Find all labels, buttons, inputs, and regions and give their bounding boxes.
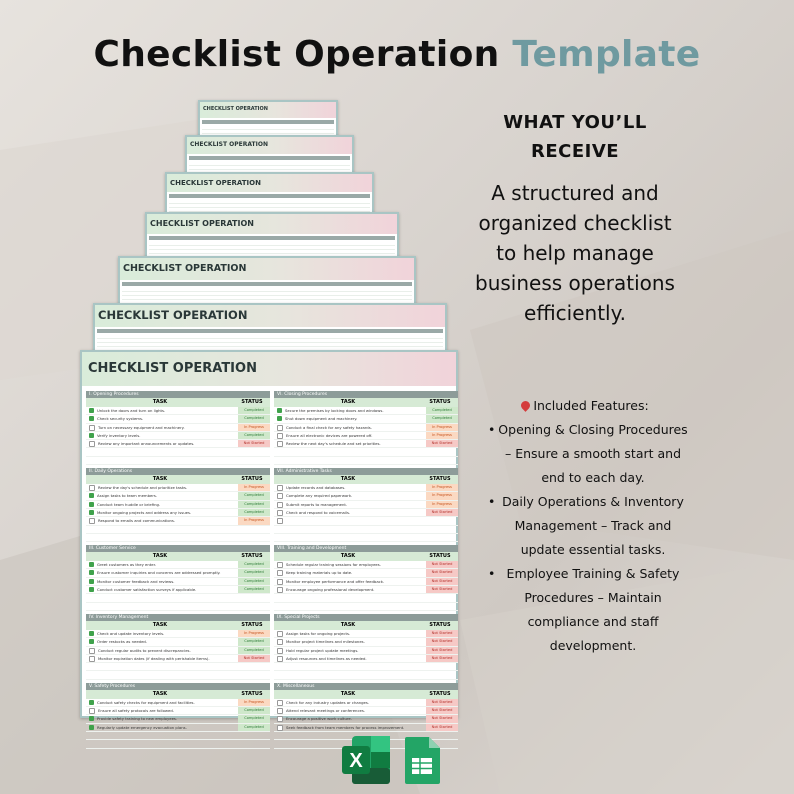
task-text: Ensure all safety protocols are followed.	[98, 708, 174, 714]
back-sheet-header: CHECKLIST OPERATION	[147, 214, 397, 234]
section-title: III. Customer Service	[86, 545, 270, 552]
status-column-header: STATUS	[241, 690, 263, 697]
checklist-sheet	[80, 350, 458, 730]
status-badge[interactable]: Not Started	[426, 707, 458, 714]
task-checkbox[interactable]	[89, 708, 95, 714]
task-column-header: TASK	[340, 399, 356, 405]
task-checkbox[interactable]	[277, 700, 283, 706]
table-row	[86, 561, 270, 569]
task-checkbox[interactable]	[89, 570, 94, 575]
task-text: Turn on necessary equipment and machinery.	[98, 424, 185, 430]
table-header	[274, 398, 458, 407]
table-row	[86, 501, 270, 509]
features-heading-row	[482, 394, 688, 418]
table-row	[86, 432, 270, 440]
status-column-header: STATUS	[241, 399, 263, 405]
empty-row	[274, 594, 458, 602]
back-sheet-header: CHECKLIST OPERATION	[167, 174, 372, 192]
table-row	[86, 655, 270, 663]
task-checkbox[interactable]	[89, 700, 94, 705]
svg-text:X: X	[349, 750, 363, 772]
feature-text: Daily Operations & Inventory Management – Track and update essential tasks.	[502, 494, 684, 557]
task-checkbox[interactable]	[89, 716, 94, 721]
bullet-icon: •	[488, 566, 496, 581]
empty-row	[274, 526, 458, 534]
task-text: Secure the premises by locking doors and windows.	[285, 408, 384, 413]
empty-row	[86, 671, 270, 679]
table-row	[86, 440, 270, 448]
task-checkbox[interactable]	[89, 639, 94, 644]
status-badge[interactable]: Completed	[238, 407, 270, 414]
task-checkbox[interactable]	[277, 639, 283, 645]
table-row	[86, 484, 270, 492]
feature-text: Employee Training & Safety Procedures – Maintain compliance and staff development.	[506, 566, 680, 653]
receive-description: A structured and organized checklist to help manage business operations efficiently.	[475, 181, 675, 325]
task-text	[286, 517, 426, 524]
status-badge[interactable]: Not Started	[238, 655, 270, 662]
task-text: Review the day's schedule and prioritize tasks.	[98, 485, 188, 491]
table-row	[86, 424, 270, 432]
task-checkbox[interactable]	[277, 587, 283, 593]
task-text: Conduct safety checks for equipment and facilities.	[97, 699, 195, 705]
task-text: Complete any required paperwork.	[286, 493, 353, 499]
table-row	[274, 707, 458, 715]
task-checkbox[interactable]	[277, 408, 282, 413]
status-badge[interactable]: Not Started	[426, 715, 458, 722]
task-text: Adjust resources and timelines as needed.	[286, 655, 367, 661]
back-sheet-header: CHECKLIST OPERATION	[200, 102, 336, 118]
feature-text: Opening & Closing Procedures – Ensure a smooth start and end to each day.	[498, 422, 688, 485]
table-row	[274, 517, 458, 525]
status-column-header: STATUS	[429, 621, 451, 628]
status-column-header: STATUS	[429, 690, 451, 697]
table-header	[86, 398, 270, 407]
task-text: Seek feedback from team members for process improvement.	[286, 724, 405, 730]
back-sheet-section-bar	[97, 329, 443, 333]
task-column-header: TASK	[340, 690, 356, 697]
task-text: Provide safety training to new employees.	[97, 716, 178, 722]
status-column-header: STATUS	[429, 553, 451, 560]
empty-row	[274, 448, 458, 456]
task-text: Order restocks as needed.	[97, 639, 148, 645]
task-checkbox[interactable]	[277, 416, 282, 421]
status-column-header: STATUS	[429, 399, 451, 405]
table-row	[86, 715, 270, 723]
task-text: Conduct a final check for any safety hazards.	[286, 424, 372, 430]
task-checkbox[interactable]	[89, 631, 94, 636]
task-text: Submit reports to management.	[286, 501, 348, 507]
task-text: Ensure customer inquiries and concerns are addressed promptly.	[97, 570, 221, 576]
task-text: Respond to emails and communications.	[98, 518, 176, 524]
status-badge[interactable]: Completed	[238, 432, 270, 439]
empty-row	[86, 526, 270, 534]
task-checkbox[interactable]	[89, 725, 94, 730]
features-list	[488, 394, 688, 658]
back-sheet-section-bar	[169, 194, 370, 198]
empty-row	[274, 671, 458, 679]
task-column-header: TASK	[152, 399, 168, 405]
table-row	[274, 561, 458, 569]
task-text: Assign tasks for ongoing projects.	[286, 630, 351, 636]
task-checkbox[interactable]	[89, 502, 94, 507]
table-row	[274, 578, 458, 586]
status-badge[interactable]: In Progress	[426, 424, 458, 431]
task-text: Monitor project timelines and milestones.	[286, 639, 365, 645]
table-row	[86, 492, 270, 500]
status-badge[interactable]: Completed	[238, 415, 270, 422]
task-checkbox[interactable]	[277, 433, 283, 439]
status-badge[interactable]: In Progress	[238, 424, 270, 431]
task-column-header: TASK	[152, 621, 168, 628]
table-row	[86, 578, 270, 586]
status-badge[interactable]: Not Started	[426, 655, 458, 662]
table-header	[274, 552, 458, 561]
task-checkbox[interactable]	[277, 441, 283, 447]
task-text: Unlock the doors and turn on lights.	[97, 408, 166, 413]
status-badge[interactable]: Not Started	[426, 561, 458, 568]
section-title: I. Opening Procedures	[86, 391, 270, 398]
task-text: Conduct team huddle or briefing.	[97, 501, 161, 507]
task-checkbox[interactable]	[277, 493, 283, 499]
task-text: Schedule regular training sessions for employees.	[286, 562, 381, 568]
table-header	[274, 621, 458, 630]
task-checkbox[interactable]	[89, 562, 94, 567]
task-column-header: TASK	[340, 476, 356, 483]
status-badge[interactable]: Completed	[238, 724, 270, 731]
section-title: X. Miscellaneous	[274, 683, 458, 690]
table-header	[86, 552, 270, 561]
back-sheet-header: CHECKLIST OPERATION	[95, 305, 445, 327]
table-row	[86, 707, 270, 715]
table-row	[274, 415, 458, 423]
task-checkbox[interactable]	[89, 493, 94, 498]
table-row	[86, 630, 270, 638]
status-badge[interactable]: Completed	[238, 586, 270, 593]
back-sheet-section-bar	[189, 156, 350, 160]
status-badge[interactable]: Completed	[238, 578, 270, 585]
back-sheet-rows	[149, 242, 395, 256]
table-row	[274, 647, 458, 655]
task-checkbox[interactable]	[89, 433, 94, 438]
task-text: Regularly update emergency evacuation plans.	[97, 724, 187, 730]
table-row	[86, 415, 270, 423]
empty-row	[86, 448, 270, 456]
empty-row	[86, 603, 270, 611]
empty-row	[86, 457, 270, 465]
table-row	[86, 586, 270, 594]
task-text: Conduct customer satisfaction surveys if applicable.	[97, 587, 197, 593]
task-text: Monitor customer feedback and reviews.	[97, 578, 175, 584]
status-badge[interactable]: Completed	[238, 492, 270, 499]
section-title: V. Safety Procedures	[86, 683, 270, 690]
status-badge[interactable]: Not Started	[426, 724, 458, 731]
table-row	[274, 724, 458, 732]
status-badge[interactable]: Not Started	[426, 647, 458, 654]
bullet-icon: •	[488, 494, 496, 509]
table-row	[274, 407, 458, 415]
sheet-right-column	[274, 388, 458, 749]
task-column-header: TASK	[152, 476, 168, 483]
task-text: Monitor employee performance and offer feedback.	[286, 578, 385, 584]
status-badge[interactable]: Completed	[238, 715, 270, 722]
status-badge[interactable]	[426, 517, 458, 524]
table-row	[274, 569, 458, 577]
task-checkbox[interactable]	[277, 579, 283, 585]
task-checkbox[interactable]	[89, 416, 94, 421]
task-text: Check for any industry updates or changes.	[286, 699, 370, 705]
status-badge[interactable]: In Progress	[426, 432, 458, 439]
task-checkbox[interactable]	[89, 579, 94, 584]
table-row	[86, 724, 270, 732]
task-text: Keep training materials up to date.	[286, 570, 353, 576]
google-sheets-icon	[402, 734, 442, 786]
back-sheet-section-bar	[122, 282, 412, 286]
task-checkbox[interactable]	[277, 502, 283, 508]
task-column-header: TASK	[152, 553, 168, 560]
status-column-header: STATUS	[241, 476, 263, 483]
feature-item	[488, 418, 688, 490]
back-sheet-rows	[122, 288, 412, 304]
task-checkbox[interactable]	[89, 648, 95, 654]
task-checkbox[interactable]	[277, 562, 283, 568]
table-row	[274, 509, 458, 517]
status-badge[interactable]: In Progress	[238, 699, 270, 706]
section-title: IX. Special Projects	[274, 614, 458, 621]
table-header	[274, 690, 458, 699]
task-text: Attend relevant meetings or conferences.	[286, 708, 366, 714]
status-badge[interactable]: Completed	[238, 638, 270, 645]
task-checkbox[interactable]	[277, 425, 283, 431]
page-title	[0, 34, 794, 75]
status-badge[interactable]: Not Started	[238, 440, 270, 447]
table-row	[274, 638, 458, 646]
task-checkbox[interactable]	[89, 510, 94, 515]
task-checkbox[interactable]	[277, 510, 283, 516]
task-text: Conduct regular audits to prevent discrepancies.	[98, 647, 191, 653]
task-text: Verify inventory levels.	[97, 432, 141, 438]
task-text: Hold regular project update meetings.	[286, 647, 359, 653]
task-text: Greet customers as they enter.	[97, 562, 157, 568]
task-checkbox[interactable]	[89, 425, 95, 431]
status-badge[interactable]: Not Started	[426, 578, 458, 585]
task-text: Review any important announcements or updates.	[98, 441, 195, 447]
status-badge[interactable]: In Progress	[426, 492, 458, 499]
task-text: Assign tasks to team members.	[97, 493, 158, 499]
empty-row	[274, 457, 458, 465]
status-badge[interactable]: In Progress	[238, 484, 270, 491]
task-checkbox[interactable]	[277, 648, 283, 654]
task-checkbox[interactable]	[89, 408, 94, 413]
status-badge[interactable]: Not Started	[426, 638, 458, 645]
task-column-header: TASK	[152, 690, 168, 697]
table-row	[274, 492, 458, 500]
task-checkbox[interactable]	[277, 656, 283, 662]
sheet-header: CHECKLIST OPERATION	[82, 352, 456, 386]
features-heading: Included Features:	[533, 398, 649, 413]
empty-row	[274, 534, 458, 542]
section-title: II. Daily Operations	[86, 468, 270, 475]
table-header	[86, 690, 270, 699]
task-checkbox[interactable]	[89, 485, 95, 491]
task-text: Monitor expiration dates (if dealing with perishable items).	[98, 655, 210, 661]
task-checkbox[interactable]	[277, 708, 283, 714]
task-checkbox[interactable]	[89, 656, 95, 662]
status-badge[interactable]: Not Started	[426, 630, 458, 637]
task-text: Monitor ongoing projects and address any issues.	[97, 509, 192, 515]
empty-row	[86, 534, 270, 542]
table-row	[274, 586, 458, 594]
section-title: VI. Closing Procedures	[274, 391, 458, 398]
empty-row	[274, 663, 458, 671]
task-checkbox[interactable]	[277, 725, 283, 731]
table-row	[86, 517, 270, 525]
task-text: Check and respond to voicemails.	[286, 509, 351, 515]
table-row	[274, 715, 458, 723]
table-row	[274, 655, 458, 663]
status-badge[interactable]: Completed	[238, 647, 270, 654]
status-badge[interactable]: Not Started	[426, 509, 458, 516]
bullet-icon: •	[488, 422, 496, 437]
feature-item	[488, 562, 688, 658]
task-text: Ensure all electronic devices are powered off.	[286, 432, 373, 438]
back-sheet-rows	[97, 335, 443, 351]
task-checkbox[interactable]	[277, 518, 283, 524]
status-column-header: STATUS	[241, 553, 263, 560]
status-badge[interactable]: In Progress	[238, 517, 270, 524]
pushpin-icon	[519, 399, 532, 412]
task-text: Encourage a positive work culture.	[286, 716, 352, 722]
table-row	[274, 432, 458, 440]
status-column-header: STATUS	[241, 621, 263, 628]
excel-icon	[340, 734, 392, 786]
back-sheet-section-bar	[149, 236, 395, 240]
status-badge[interactable]: Not Started	[426, 440, 458, 447]
feature-item	[488, 490, 688, 562]
back-sheet-header: CHECKLIST OPERATION	[187, 137, 352, 154]
status-badge[interactable]: Completed	[238, 501, 270, 508]
status-badge[interactable]: In Progress	[426, 501, 458, 508]
empty-row	[274, 603, 458, 611]
receive-heading: WHAT YOU’LL RECEIVE	[503, 112, 647, 162]
back-sheet-header: CHECKLIST OPERATION	[120, 258, 414, 280]
empty-row	[86, 594, 270, 602]
empty-row	[86, 663, 270, 671]
status-badge[interactable]: Completed	[238, 561, 270, 568]
section-title: IV. Inventory Management	[86, 614, 270, 621]
back-sheet-section-bar	[202, 120, 334, 124]
status-badge[interactable]: Completed	[238, 509, 270, 516]
task-checkbox[interactable]	[89, 518, 95, 524]
title-main: Checklist Operation	[93, 34, 500, 75]
status-badge[interactable]: Not Started	[426, 569, 458, 576]
table-header	[274, 475, 458, 484]
receive-panel	[470, 108, 680, 328]
table-row	[86, 569, 270, 577]
table-header	[86, 621, 270, 630]
sheet-left-column	[86, 388, 270, 749]
table-header	[86, 475, 270, 484]
task-checkbox[interactable]	[89, 587, 94, 592]
table-row	[86, 638, 270, 646]
task-text: Shut down equipment and machinery.	[285, 416, 358, 422]
task-text: Check security systems.	[97, 416, 144, 422]
task-text: Update records and databases.	[286, 485, 346, 491]
status-badge[interactable]: In Progress	[426, 484, 458, 491]
task-checkbox[interactable]	[277, 485, 283, 491]
status-badge[interactable]: Not Started	[426, 699, 458, 706]
empty-row	[86, 732, 270, 740]
table-row	[86, 509, 270, 517]
section-title: VIII. Training and Development	[274, 545, 458, 552]
empty-row	[86, 740, 270, 748]
table-row	[86, 699, 270, 707]
status-badge[interactable]: Completed	[426, 407, 458, 414]
status-badge[interactable]: Completed	[238, 569, 270, 576]
task-text: Review the next day's schedule and set priorities.	[286, 441, 381, 447]
status-badge[interactable]: In Progress	[238, 630, 270, 637]
status-badge[interactable]: Completed	[238, 707, 270, 714]
table-row	[274, 699, 458, 707]
table-row	[274, 501, 458, 509]
status-badge[interactable]: Not Started	[426, 586, 458, 593]
table-row	[274, 440, 458, 448]
table-row	[86, 647, 270, 655]
task-checkbox[interactable]	[277, 631, 283, 637]
task-checkbox[interactable]	[277, 570, 283, 576]
task-text: Encourage ongoing professional development.	[286, 587, 375, 593]
task-column-header: TASK	[340, 553, 356, 560]
section-title: VII. Administrative Tasks	[274, 468, 458, 475]
status-column-header: STATUS	[429, 476, 451, 483]
task-checkbox[interactable]	[89, 441, 95, 447]
table-row	[86, 407, 270, 415]
task-checkbox[interactable]	[277, 716, 283, 722]
status-badge[interactable]: Completed	[426, 415, 458, 422]
task-column-header: TASK	[340, 621, 356, 628]
table-row	[274, 484, 458, 492]
table-row	[274, 424, 458, 432]
title-accent: Template	[512, 34, 701, 75]
table-row	[274, 630, 458, 638]
task-text: Check and update inventory levels.	[97, 630, 165, 636]
